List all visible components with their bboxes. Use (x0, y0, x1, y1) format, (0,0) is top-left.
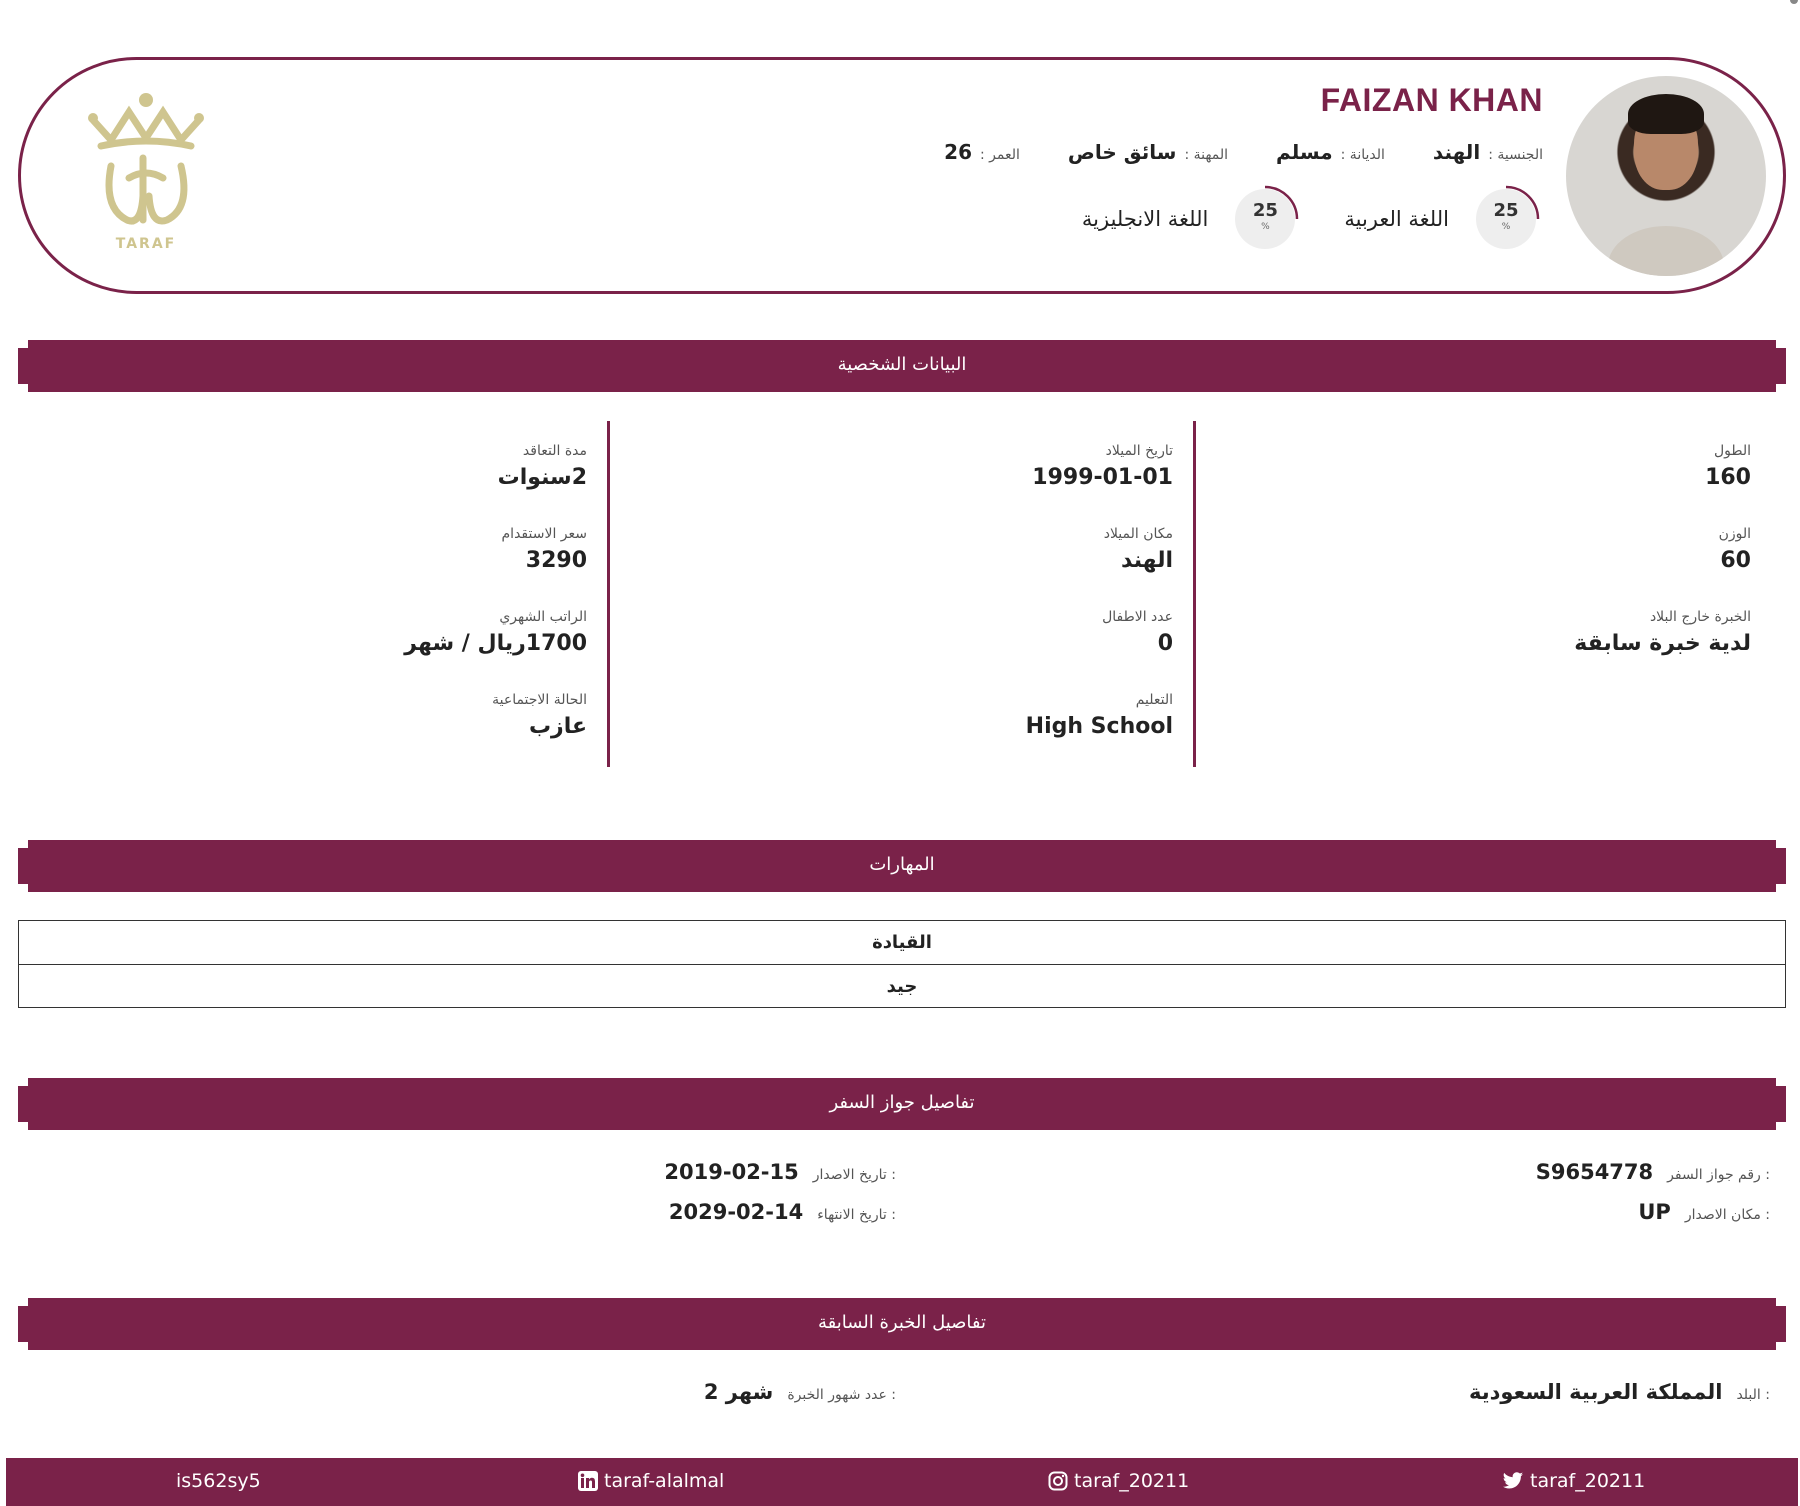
footer-linkedin-link[interactable] (578, 1470, 724, 1492)
logo-text: TARAF (115, 236, 177, 252)
fact-value: مسلم (1276, 140, 1333, 164)
language-level-ring (1473, 184, 1543, 254)
item-label: عدد الاطفال (1102, 609, 1173, 625)
item-value: 160 (1705, 465, 1751, 490)
item-value: 0 (1157, 631, 1173, 656)
fact-age (944, 140, 1020, 164)
language-percent-unit: % (1261, 222, 1270, 232)
language-percent: 25 (1493, 200, 1519, 221)
profile-card (18, 57, 1786, 294)
section-title: تفاصيل جواز السفر (829, 1092, 975, 1113)
item-label: تاريخ الميلاد (1105, 443, 1173, 459)
taraf-logo (81, 88, 211, 263)
language-level-ring (1232, 184, 1302, 254)
footer-instagram-link[interactable] (1048, 1470, 1189, 1492)
item-label: مكان الميلاد (1103, 526, 1173, 542)
fact-label: الجنسية : (1488, 147, 1543, 163)
item-label: الخبرة خارج البلاد (1649, 609, 1751, 625)
item-value: عازب (528, 714, 587, 739)
skill-level-row: جيد (19, 964, 1785, 1007)
profile-facts (944, 140, 1543, 164)
item-value: الهند (1120, 548, 1173, 573)
field-value: 2019-02-15 (664, 1160, 799, 1184)
twitter-icon (1502, 1471, 1524, 1491)
personal-item (610, 526, 1173, 609)
item-value: لدية خبرة سابقة (1574, 631, 1751, 656)
language-percent-unit: % (1501, 222, 1511, 232)
item-label: الراتب الشهري (499, 609, 587, 625)
section-bar-skills (18, 840, 1786, 892)
field-value: 2 شهر (703, 1380, 774, 1404)
footer-code (176, 1470, 261, 1492)
instagram-icon (1048, 1471, 1068, 1491)
footer-instagram-text: taraf_20211 (1074, 1470, 1190, 1492)
item-value: 3290 (525, 548, 587, 573)
section-title: المهارات (869, 854, 935, 875)
language-levels (1082, 184, 1543, 254)
field-value: المملكة العربية السعودية (1469, 1380, 1723, 1404)
skill-row: القيادة (872, 932, 932, 953)
personal-data-grid (18, 421, 1786, 767)
item-label: سعر الاستقدام (501, 526, 587, 542)
personal-item (18, 609, 587, 692)
passport-issue-place (1638, 1200, 1770, 1224)
item-value: 1700ريال / شهر (404, 631, 587, 656)
language-english (1082, 184, 1302, 254)
personal-item (1196, 609, 1751, 692)
footer-twitter-text: taraf_20211 (1530, 1470, 1646, 1492)
language-arabic (1344, 184, 1543, 254)
section-bar-experience (18, 1298, 1786, 1350)
fact-label: الديانة : (1340, 147, 1385, 163)
profile-photo (1566, 76, 1766, 276)
passport-number (1536, 1160, 1770, 1184)
skills-table (18, 920, 1786, 1008)
field-label: مكان الاصدار : (1684, 1207, 1770, 1223)
item-value: High School (1025, 714, 1173, 739)
item-value: 60 (1720, 548, 1751, 573)
language-name: اللغة الانجليزية (1081, 207, 1209, 231)
field-value: S9654778 (1535, 1160, 1654, 1184)
personal-item (1196, 526, 1751, 609)
language-name: اللغة العربية (1344, 207, 1449, 231)
fact-profession (1068, 140, 1228, 164)
section-title: البيانات الشخصية (837, 354, 967, 375)
field-label: عدد شهور الخبرة : (787, 1387, 896, 1403)
personal-item (610, 609, 1173, 692)
field-label: تاريخ الانتهاء : (817, 1207, 896, 1223)
item-label: مدة التعاقد (522, 443, 587, 459)
fact-religion (1276, 140, 1385, 164)
field-label: البلد : (1736, 1387, 1770, 1403)
experience-country (1469, 1380, 1770, 1404)
experience-months (704, 1380, 896, 1404)
footer-linkedin-text: taraf-alalmal (604, 1470, 725, 1492)
section-bar-personal (18, 340, 1786, 392)
item-label: الطول (1713, 443, 1751, 459)
personal-item (610, 692, 1173, 775)
passport-issue-date (664, 1160, 896, 1184)
section-title: تفاصيل الخبرة السابقة (817, 1312, 987, 1333)
personal-item (610, 443, 1173, 526)
fact-nationality (1433, 140, 1543, 164)
item-value: 2سنوات (497, 465, 587, 490)
field-label: تاريخ الاصدار : (812, 1167, 896, 1183)
section-bar-passport (18, 1078, 1786, 1130)
personal-item (18, 443, 587, 526)
passport-expiry-date (669, 1200, 896, 1224)
personal-column-1 (18, 421, 607, 767)
corner-dot (1790, 0, 1798, 4)
fact-label: المهنة : (1184, 147, 1229, 163)
personal-item (18, 526, 587, 609)
linkedin-icon (578, 1471, 598, 1491)
personal-item (18, 692, 587, 775)
field-value: UP (1638, 1200, 1671, 1224)
item-label: الوزن (1718, 526, 1751, 542)
item-value: 1999-01-01 (1032, 465, 1173, 490)
candidate-name: FAIZAN KHAN (1320, 82, 1543, 118)
fact-value: سائق خاص (1067, 140, 1177, 164)
item-label: الحالة الاجتماعية (492, 692, 587, 708)
fact-value: 26 (944, 140, 973, 164)
field-value: 2029-02-14 (668, 1200, 804, 1224)
personal-column-2 (607, 421, 1196, 767)
footer-twitter-link[interactable] (1502, 1470, 1645, 1492)
footer-code-text: is562sy5 (176, 1470, 261, 1492)
language-percent: 25 (1252, 200, 1278, 221)
footer-bar (6, 1458, 1798, 1506)
fact-value: الهند (1432, 140, 1481, 164)
personal-item (1196, 443, 1751, 526)
item-label: التعليم (1135, 692, 1173, 708)
field-label: رقم جواز السفر : (1667, 1167, 1770, 1183)
fact-label: العمر : (980, 147, 1020, 163)
personal-column-3 (1196, 421, 1785, 767)
